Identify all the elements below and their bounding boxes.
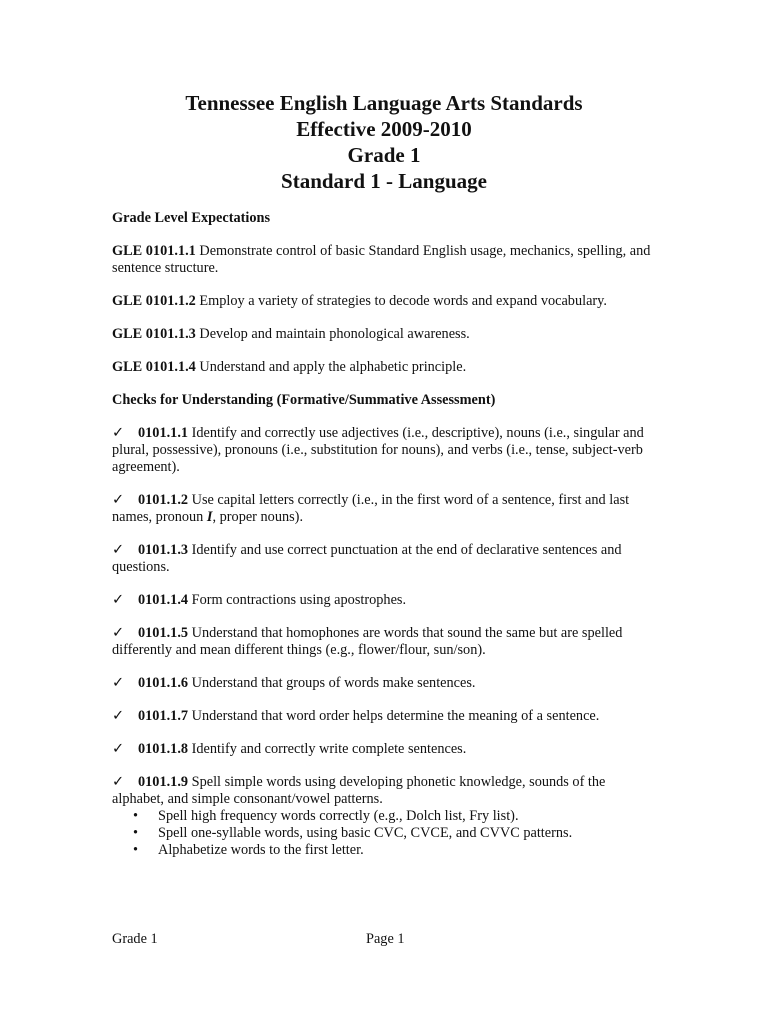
title-line-3: Grade 1 bbox=[347, 143, 421, 167]
gle-item bbox=[112, 359, 652, 376]
gle-text: Understand and apply the alphabetic principle. bbox=[195, 359, 467, 375]
check-text-after: , proper nouns). bbox=[212, 509, 304, 525]
bullet-text: Spell one-syllable words, using basic CVC, CVCE, and CVVC patterns. bbox=[158, 825, 573, 841]
check-code: 0101.1.5 bbox=[138, 625, 189, 641]
check-item bbox=[112, 425, 652, 476]
gle-code: GLE 0101.1.4 bbox=[112, 359, 196, 375]
check-code: 0101.1.8 bbox=[138, 741, 189, 757]
check-item bbox=[112, 625, 652, 659]
title-line-2: Effective 2009-2010 bbox=[296, 117, 472, 141]
checks-heading: Checks for Understanding (Formative/Summative Assessment) bbox=[112, 392, 496, 408]
footer-page-number: Page 1 bbox=[366, 931, 405, 947]
check-text: Spell simple words using developing phonetic knowledge, sounds of the alphabet, and simple consonant/vowel patterns. bbox=[112, 774, 606, 807]
checkmark-icon: ✓ bbox=[112, 675, 124, 691]
check-text: Understand that homophones are words that sound the same but are spelled differently and mean different things (e.g., flower/flour, sun/son). bbox=[112, 625, 623, 658]
bullet-icon: • bbox=[133, 825, 139, 841]
check-item bbox=[112, 542, 652, 576]
check-code: 0101.1.6 bbox=[138, 675, 189, 691]
document-body bbox=[112, 210, 652, 859]
bullet-icon: • bbox=[133, 808, 139, 824]
check-code: 0101.1.1 bbox=[138, 425, 189, 441]
gle-text: Demonstrate control of basic Standard English usage, mechanics, spelling, and sentence structure. bbox=[112, 243, 651, 276]
check-item bbox=[112, 592, 652, 609]
gle-heading: Grade Level Expectations bbox=[112, 210, 271, 226]
check-text: Identify and correctly write complete sentences. bbox=[188, 741, 467, 757]
check-code: 0101.1.3 bbox=[138, 542, 189, 558]
check-text: Understand that word order helps determine the meaning of a sentence. bbox=[188, 708, 600, 724]
bullet-text: Alphabetize words to the first letter. bbox=[158, 842, 364, 858]
check-item bbox=[112, 492, 652, 526]
bullet-item bbox=[112, 842, 652, 859]
checkmark-icon: ✓ bbox=[112, 774, 124, 790]
bullet-icon: • bbox=[133, 842, 139, 858]
gle-text: Develop and maintain phonological awareness. bbox=[195, 326, 470, 342]
bullet-text: Spell high frequency words correctly (e.g., Dolch list, Fry list). bbox=[158, 808, 519, 824]
checkmark-icon: ✓ bbox=[112, 592, 124, 608]
checkmark-icon: ✓ bbox=[112, 542, 124, 558]
check-emphasis: I bbox=[206, 509, 213, 525]
gle-code: GLE 0101.1.2 bbox=[112, 293, 196, 309]
check-code: 0101.1.9 bbox=[138, 774, 189, 790]
check-text: Understand that groups of words make sentences. bbox=[188, 675, 476, 691]
bullet-item bbox=[112, 808, 652, 825]
gle-item bbox=[112, 243, 652, 277]
check-code: 0101.1.7 bbox=[138, 708, 189, 724]
checkmark-icon: ✓ bbox=[112, 625, 124, 641]
bullet-item bbox=[112, 825, 652, 842]
gle-item bbox=[112, 326, 652, 343]
check-item bbox=[112, 675, 652, 692]
check-code: 0101.1.2 bbox=[138, 492, 189, 508]
check-text: Identify and use correct punctuation at the end of declarative sentences and questions. bbox=[112, 542, 622, 575]
check-item bbox=[112, 774, 652, 808]
footer-grade: Grade 1 bbox=[112, 931, 158, 947]
gle-code: GLE 0101.1.1 bbox=[112, 243, 196, 259]
checkmark-icon: ✓ bbox=[112, 425, 124, 441]
check-text: Form contractions using apostrophes. bbox=[188, 592, 407, 608]
check-code: 0101.1.4 bbox=[138, 592, 189, 608]
gle-code: GLE 0101.1.3 bbox=[112, 326, 196, 342]
check-text: Use capital letters correctly (i.e., in the first word of a sentence, first and last names, pronoun bbox=[112, 492, 630, 525]
check-text: Identify and correctly use adjectives (i.e., descriptive), nouns (i.e., singular and plural, possessive), pronouns (i.e., substitution for nouns), and verbs (i.e., tense, subject-verb agreement). bbox=[112, 425, 644, 475]
checkmark-icon: ✓ bbox=[112, 492, 124, 508]
checkmark-icon: ✓ bbox=[112, 741, 124, 757]
bullet-list bbox=[112, 808, 652, 859]
check-item bbox=[112, 741, 652, 758]
title-line-1: Tennessee English Language Arts Standards bbox=[185, 91, 583, 115]
gle-item bbox=[112, 293, 652, 310]
checkmark-icon: ✓ bbox=[112, 708, 124, 724]
title-line-4: Standard 1 - Language bbox=[281, 169, 487, 193]
gle-text: Employ a variety of strategies to decode words and expand vocabulary. bbox=[195, 293, 607, 309]
document-title bbox=[0, 90, 768, 194]
check-item bbox=[112, 708, 652, 725]
